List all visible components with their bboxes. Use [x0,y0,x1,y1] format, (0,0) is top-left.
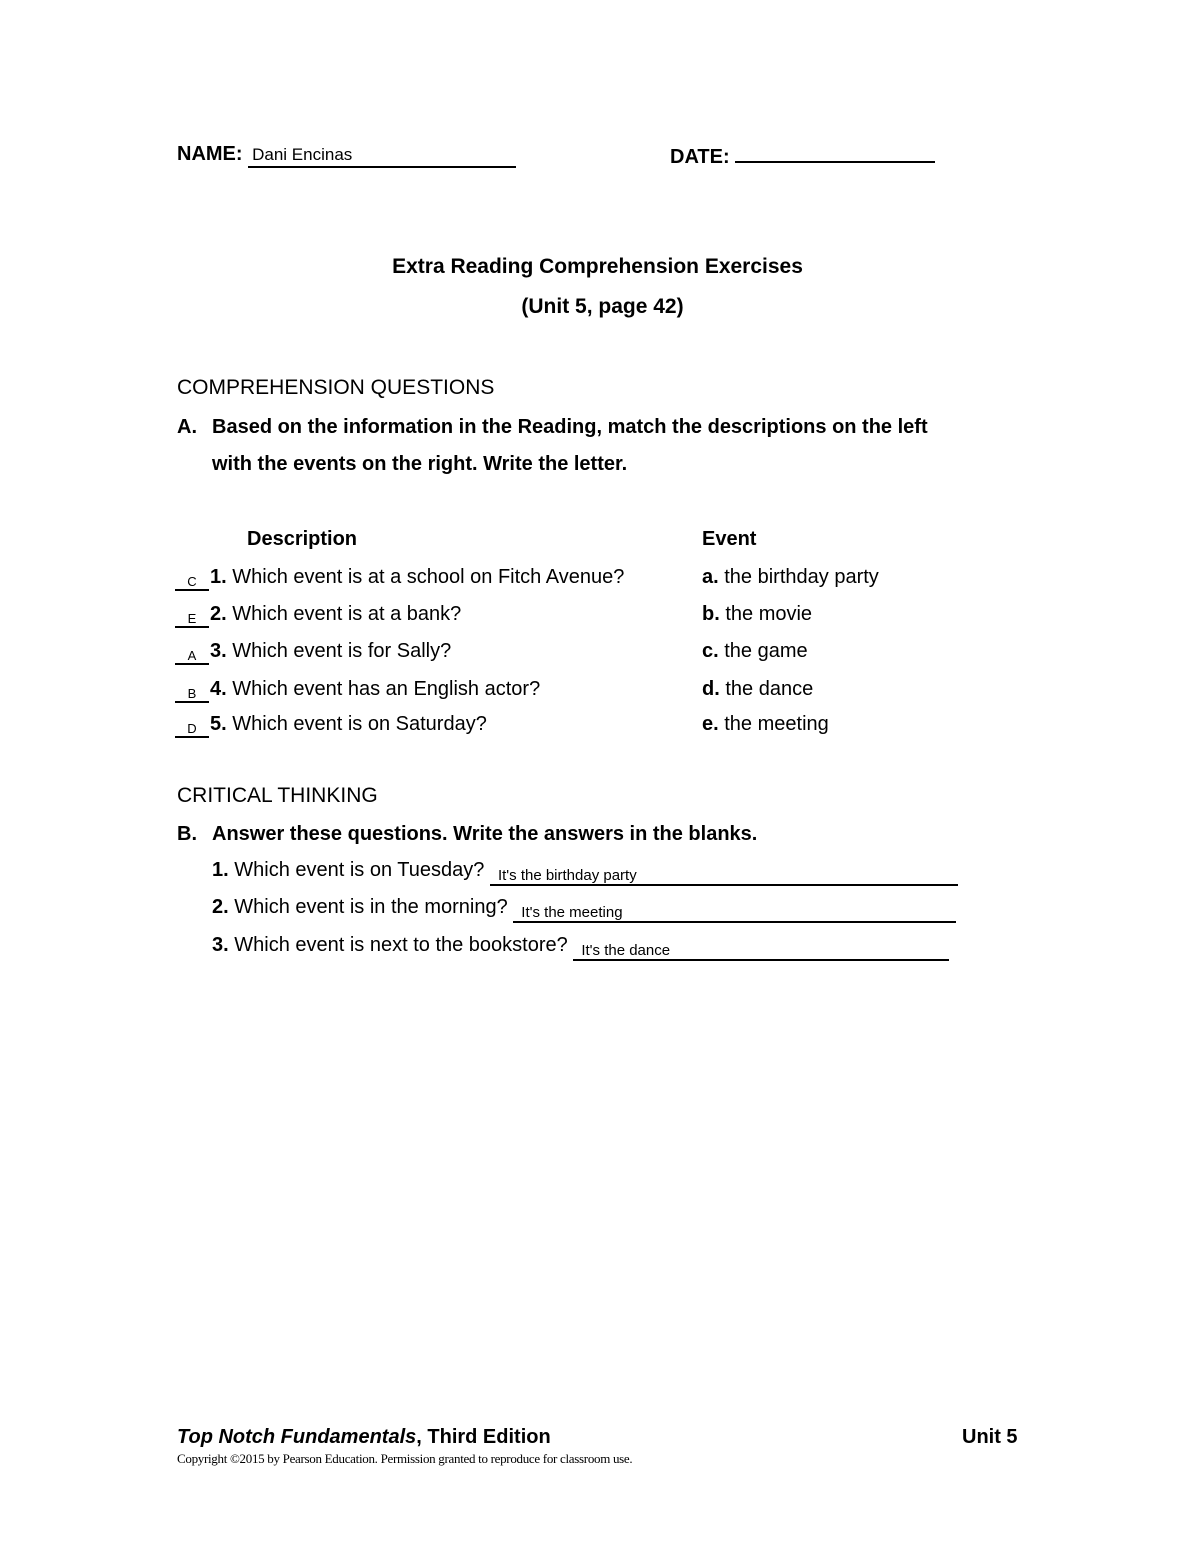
name-field[interactable] [248,143,516,168]
event-letter: c. [702,640,719,662]
question-text: Which event is in the morning? [234,896,508,918]
critical-question-3 [212,934,949,961]
book-edition: , Third Edition [416,1426,551,1448]
question-number: 2. [210,603,227,625]
answer-blank[interactable]: E [175,612,209,628]
event-letter: e. [702,713,719,735]
name-value: Dani Encinas [252,145,353,164]
event-row-e [702,713,829,736]
instruction-b-letter: B. [177,823,197,845]
event-text: the movie [725,603,813,625]
date-row [670,143,935,169]
event-letter: d. [702,678,720,700]
question-row-1 [175,566,624,591]
critical-question-1 [212,859,958,886]
answer-line[interactable]: It's the birthday party [490,868,958,886]
event-text: the game [724,640,808,662]
column-header-event: Event [702,528,757,550]
critical-question-2 [212,896,956,923]
question-text: Which event is next to the bookstore? [234,934,568,956]
event-letter: a. [702,566,719,588]
date-field[interactable] [735,143,935,163]
question-text: Which event has an English actor? [232,678,541,700]
date-label: DATE: [670,146,730,168]
event-letter: b. [702,603,720,625]
event-text: the meeting [724,713,829,735]
event-row-c [702,640,808,663]
name-row [177,143,516,168]
event-text: the dance [725,678,814,700]
answer-line[interactable]: It's the dance [573,943,949,961]
question-number: 4. [210,678,227,700]
answer-blank[interactable]: D [175,722,209,738]
question-row-3 [175,640,451,665]
column-header-description: Description [247,528,358,550]
question-number: 1. [210,566,227,588]
answer-blank[interactable]: A [175,649,209,665]
page-title: Extra Reading Comprehension Exercises [392,255,803,278]
question-text: Which event is at a school on Fitch Avenue? [232,566,625,588]
page-subtitle: (Unit 5, page 42) [521,295,684,318]
event-row-d [702,678,813,701]
instruction-a-line2: with the events on the right. Write the letter. [212,453,628,475]
question-text: Which event is on Saturday? [232,713,487,735]
question-text: Which event is for Sally? [232,640,452,662]
footer-unit: Unit 5 [962,1426,1018,1448]
answer-line[interactable]: It's the meeting [513,905,956,923]
instruction-b: Answer these questions. Write the answers in the blanks. [212,823,758,845]
question-row-5 [175,713,487,738]
question-text: Which event is on Tuesday? [234,859,485,881]
book-title: Top Notch Fundamentals [177,1426,417,1448]
question-number: 1. [212,859,229,881]
critical-heading: CRITICAL THINKING [177,784,378,807]
question-row-4 [175,678,540,703]
footer-copyright: Copyright ©2015 by Pearson Education. Permission granted to reproduce for classroom use. [177,1451,633,1466]
answer-blank[interactable]: C [175,575,209,591]
question-number: 5. [210,713,227,735]
event-row-a [702,566,879,589]
instruction-a-letter: A. [177,416,197,438]
name-label: NAME: [177,143,243,165]
event-text: the birthday party [724,566,879,588]
question-number: 3. [212,934,229,956]
question-number: 3. [210,640,227,662]
instruction-a-line1: Based on the information in the Reading, match the descriptions on the left [212,416,928,438]
question-number: 2. [212,896,229,918]
footer-book [177,1426,551,1449]
event-row-b [702,603,812,626]
comprehension-heading: COMPREHENSION QUESTIONS [177,376,495,399]
answer-blank[interactable]: B [175,687,209,703]
question-row-2 [175,603,461,628]
question-text: Which event is at a bank? [232,603,462,625]
